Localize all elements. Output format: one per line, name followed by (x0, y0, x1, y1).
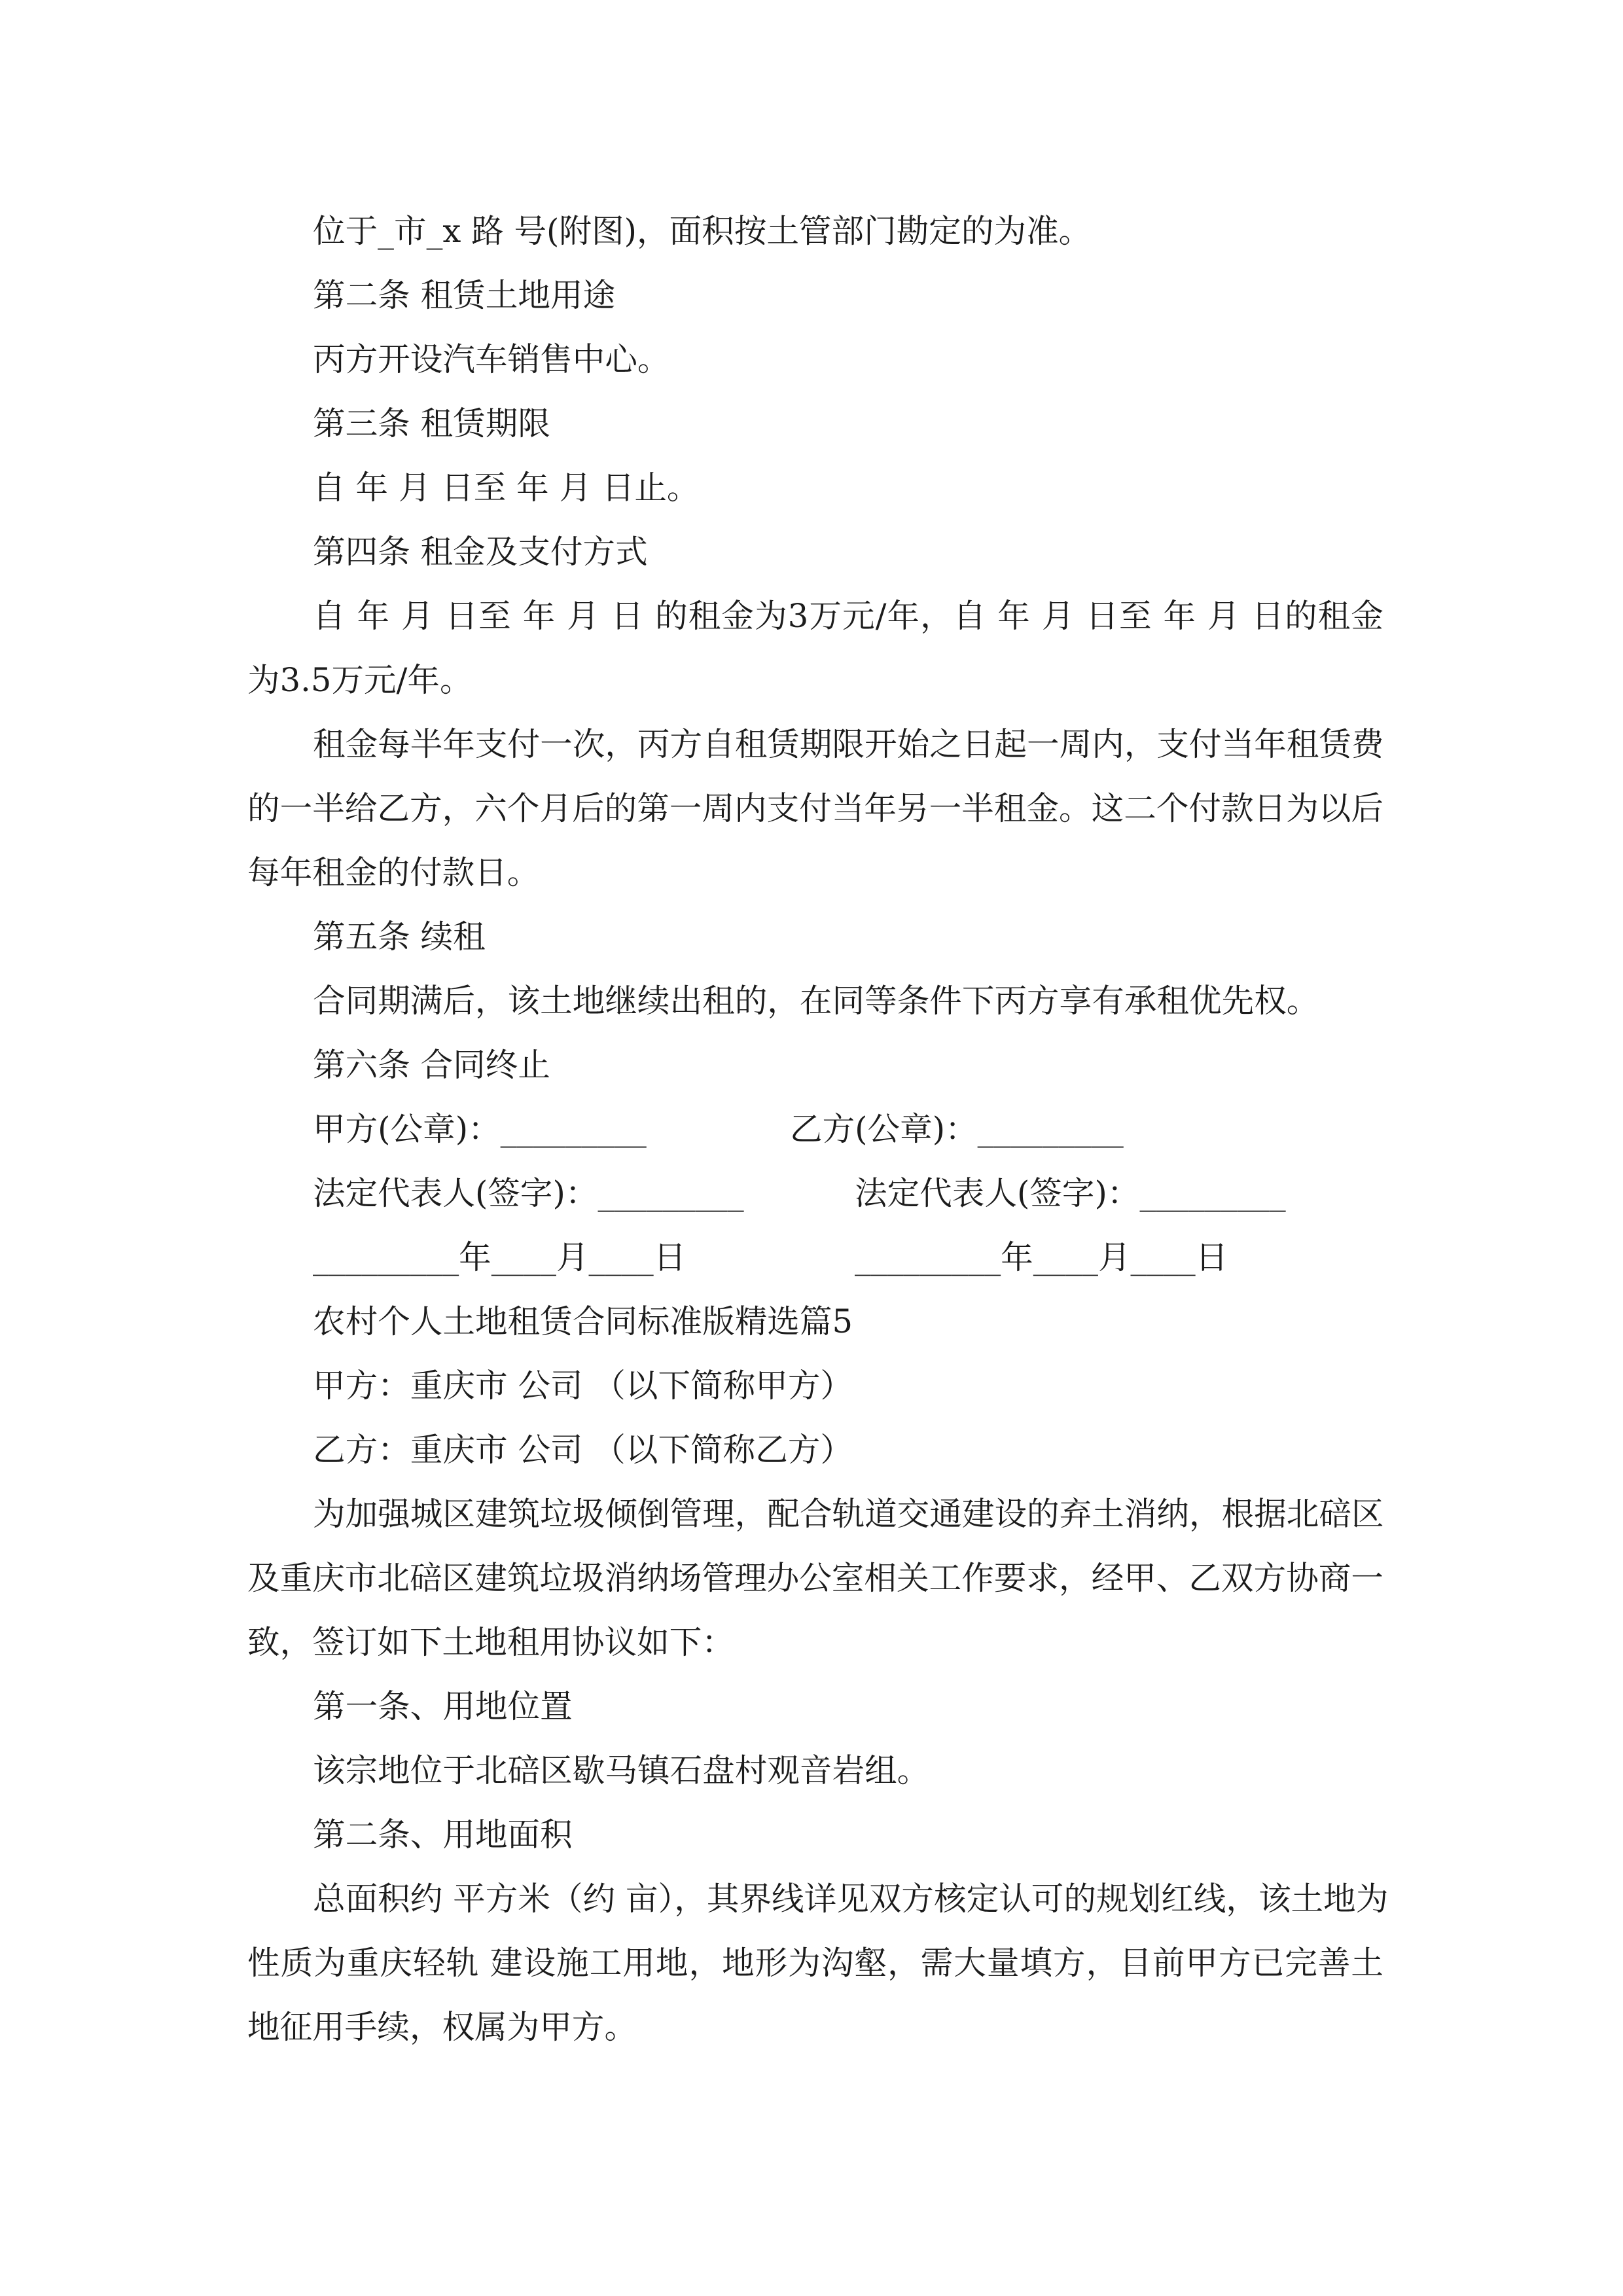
article4-rent-line: 为3.5万元/年。 (247, 661, 473, 699)
party-a-seal-field: 甲方(公章)：_________ (313, 1110, 647, 1148)
contract5-preamble-line: 及重庆市北碚区建筑垃圾消纳场管理办公室相关工作要求，经甲、乙双方协商一 (247, 1559, 1383, 1597)
party-b-date-field: _________年____月____日 (855, 1238, 1228, 1276)
contract5-article1-body: 该宗地位于北碚区歇马镇石盘村观音岩组。 (313, 1751, 930, 1789)
article4-payment-line: 每年租金的付款日。 (247, 853, 540, 891)
contract5-article2-body-line: 总面积约 平方米（约 亩），其界线详见双方核定认可的规划红线，该土地为 (313, 1880, 1389, 1918)
contract5-party-a: 甲方：重庆市 公司 （以下简称甲方） (313, 1367, 853, 1405)
article1-continuation: 位于_市_x 路 号(附图)，面积按土管部门勘定的为准。 (313, 212, 1092, 250)
contract5-preamble-line: 致，签订如下土地租用协议如下： (247, 1623, 734, 1661)
party-a-representative-field: 法定代表人(签字)：_________ (313, 1174, 744, 1212)
contract5-title: 农村个人土地租赁合同标准版精选篇5 (313, 1302, 853, 1340)
article5-heading: 第五条 续租 (313, 918, 486, 956)
party-b-representative-field: 法定代表人(签字)：_________ (855, 1174, 1286, 1212)
article4-heading: 第四条 租金及支付方式 (313, 533, 648, 571)
contract5-party-b: 乙方：重庆市 公司 （以下简称乙方） (313, 1431, 853, 1469)
signature-row-date (0, 1225, 1623, 1289)
article2-body: 丙方开设汽车销售中心。 (313, 340, 670, 378)
article3-body: 自 年 月 日至 年 月 日止。 (313, 469, 700, 507)
contract5-article2-heading: 第二条、用地面积 (313, 1816, 573, 1854)
article2-heading: 第二条 租赁土地用途 (313, 276, 616, 314)
article4-payment-line: 租金每半年支付一次，丙方自租赁期限开始之日起一周内，支付当年租赁费 (313, 725, 1384, 763)
contract5-article2-body-line: 地征用手续，权属为甲方。 (247, 2008, 637, 2046)
article5-body: 合同期满后，该土地继续出租的，在同等条件下丙方享有承租优先权。 (313, 982, 1319, 1020)
article4-rent-line: 自 年 月 日至 年 月 日 的租金为3万元/年，自 年 月 日至 年 月 日的租金 (313, 597, 1383, 635)
contract5-preamble-line: 为加强城区建筑垃圾倾倒管理，配合轨道交通建设的弃土消纳，根据北碚区 (313, 1495, 1384, 1533)
contract5-article2-body-line: 性质为重庆轻轨 建设施工用地，地形为沟壑，需大量填方，目前甲方已完善土 (247, 1944, 1383, 1982)
party-a-date-field: _________年____月____日 (313, 1238, 687, 1276)
document-body (0, 199, 1623, 2059)
party-b-seal-field: 乙方(公章)：_________ (790, 1110, 1124, 1148)
article6-heading: 第六条 合同终止 (313, 1046, 550, 1084)
article3-heading: 第三条 租赁期限 (313, 404, 550, 442)
contract5-article1-heading: 第一条、用地位置 (313, 1687, 573, 1725)
signature-row-representative (0, 1161, 1623, 1225)
article4-payment-line: 的一半给乙方，六个月后的第一周内支付当年另一半租金。这二个付款日为以后 (247, 789, 1383, 827)
signature-row-seal (0, 1097, 1623, 1161)
